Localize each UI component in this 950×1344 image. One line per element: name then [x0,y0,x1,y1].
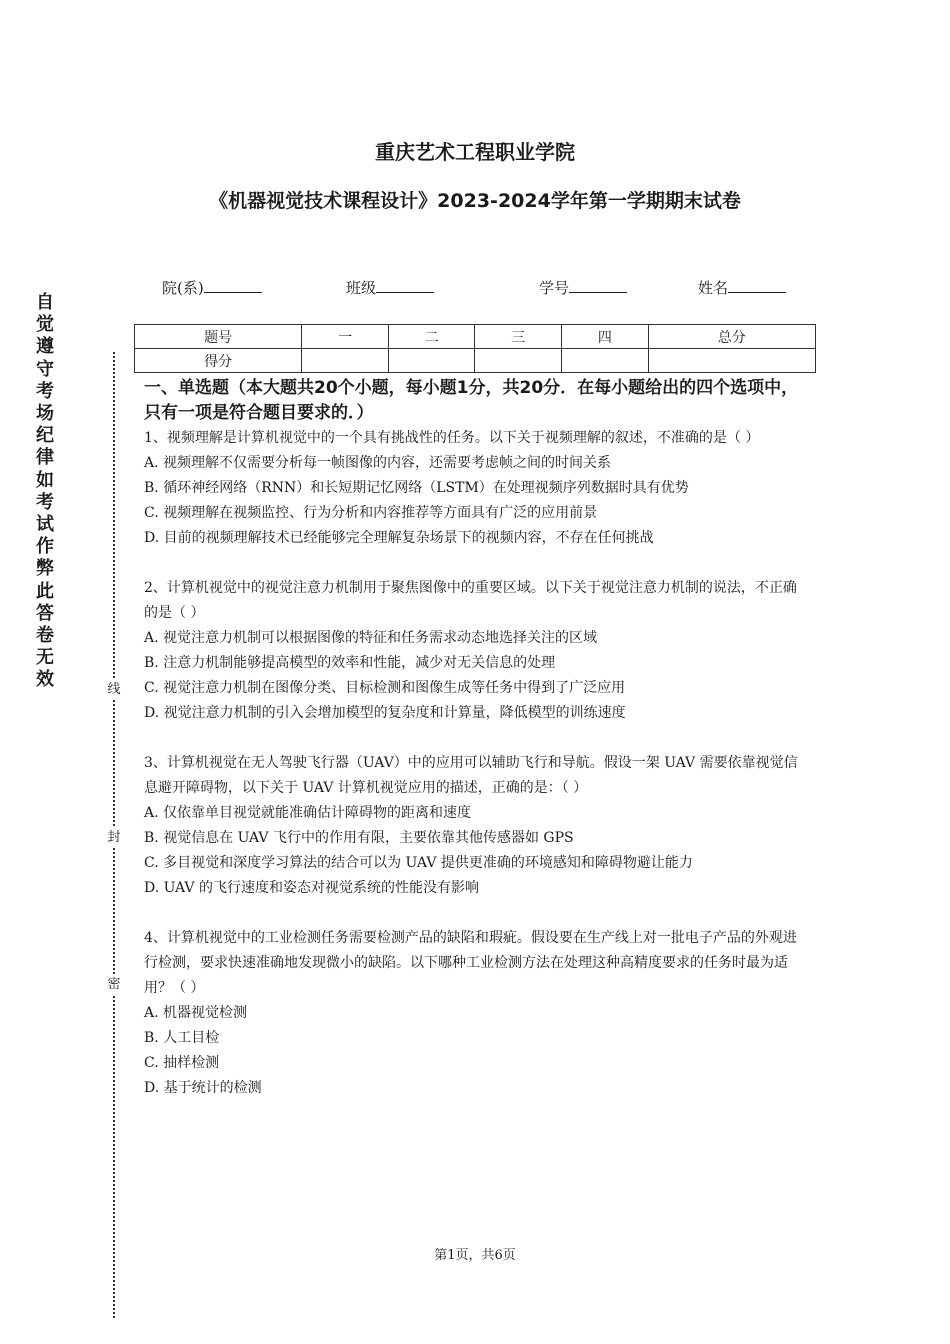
option-c[interactable]: C. 视觉注意力机制在图像分类、目标检测和图像生成等任务中得到了广泛应用 [144,680,626,696]
option-a[interactable]: A. 视频理解不仅需要分析每一帧图像的内容，还需要考虑帧之间的时间关系 [144,455,612,471]
question-stem: 1、视频理解是计算机视觉中的一个具有挑战性的任务。以下关于视频理解的叙述，不准确的是（ ） [144,430,760,446]
score-table-cell: 一 [302,325,389,349]
option-d[interactable]: D. UAV 的飞行速度和姿态对视觉系统的性能没有影响 [144,880,479,896]
department-blank[interactable] [204,276,262,293]
option-c[interactable]: C. 多目视觉和深度学习算法的结合可以为 UAV 提供更准确的环境感知和障碍物避让能力 [144,855,693,871]
info-label: 院(系) [162,279,204,297]
score-table-cell: 题号 [135,325,302,349]
score-table [134,324,816,373]
info-field-department [162,276,262,298]
option-b[interactable]: B. 注意力机制能够提高模型的效率和性能，减少对无关信息的处理 [144,655,556,671]
option-b[interactable]: B. 人工目检 [144,1030,220,1046]
question-stem: 2、计算机视觉中的视觉注意力机制用于聚焦图像中的重要区域。以下关于视觉注意力机制的说法，不正确的是（ ） [144,580,797,621]
option-b[interactable]: B. 循环神经网络（RNN）和长短期记忆网络（LSTM）在处理视频序列数据时具有优势 [144,480,689,496]
option-d[interactable]: D. 目前的视频理解技术已经能够完全理解复杂场景下的视频内容，不存在任何挑战 [144,530,654,546]
exam-content [144,376,810,1126]
cut-mark-close: 密 [106,975,122,995]
info-field-class [346,276,434,298]
option-b[interactable]: B. 视觉信息在 UAV 飞行中的作用有限，主要依靠其他传感器如 GPS [144,830,574,846]
score-cell[interactable] [475,349,562,373]
score-row-label: 得分 [135,349,302,373]
info-field-student-id [539,276,627,298]
score-cell[interactable] [648,349,815,373]
exam-title: 《机器视觉技术课程设计》2023-2024学年第一学期期末试卷 [209,190,741,212]
exam-discipline-notice: 自觉遵守考场纪律如考试作弊此答卷无效 [36,292,54,691]
score-table-header-row [135,325,816,349]
score-cell[interactable] [388,349,475,373]
question-stem: 3、计算机视觉在无人驾驶飞行器（UAV）中的应用可以辅助飞行和导航。假设一架 UAV 需要依靠视觉信息避开障碍物，以下关于 UAV 计算机视觉应用的描述，正确的是：（ ） [144,755,798,796]
info-label: 班级 [346,279,377,297]
section-heading: 一、单选题（本大题共20个小题，每小题1分，共20分．在每小题给出的四个选项中，只有一项是符合题目要求的．） [144,378,799,423]
score-table-cell: 二 [388,325,475,349]
question-3 [144,751,810,901]
question-1 [144,426,810,551]
option-d[interactable]: D. 视觉注意力机制的引入会增加模型的复杂度和计算量，降低模型的训练速度 [144,705,626,721]
option-a[interactable]: A. 机器视觉检测 [144,1005,248,1021]
score-table-cell: 总分 [648,325,815,349]
info-label: 学号 [539,279,570,297]
question-4 [144,926,810,1101]
cut-mark-line: 线 [106,680,122,700]
option-a[interactable]: A. 视觉注意力机制可以根据图像的特征和任务需求动态地选择关注的区域 [144,630,598,646]
page-number: 第1页，共6页 [434,1248,516,1263]
option-a[interactable]: A. 仅依靠单目视觉就能准确估计障碍物的距离和速度 [144,805,472,821]
option-c[interactable]: C. 抽样检测 [144,1055,220,1071]
info-field-name [698,276,786,298]
student-id-blank[interactable] [569,276,627,293]
score-table-score-row [135,349,816,373]
option-c[interactable]: C. 视频理解在视频监控、行为分析和内容推荐等方面具有广泛的应用前景 [144,505,598,521]
school-name: 重庆艺术工程职业学院 [375,140,575,164]
score-cell[interactable] [562,349,649,373]
name-blank[interactable] [728,276,786,293]
score-table-cell: 三 [475,325,562,349]
question-stem: 4、计算机视觉中的工业检测任务需要检测产品的缺陷和瑕疵。假设要在生产线上对一批电子产品的外观进行检测，要求快速准确地发现微小的缺陷。以下哪种工业检测方法在处理这种高精度要求的任务时最为适用？（ ） [144,930,797,996]
score-cell[interactable] [302,349,389,373]
info-label: 姓名 [698,279,729,297]
class-blank[interactable] [376,276,434,293]
question-2 [144,576,810,726]
option-d[interactable]: D. 基于统计的检测 [144,1080,262,1096]
score-table-cell: 四 [562,325,649,349]
cut-mark-seal: 封 [106,828,122,848]
